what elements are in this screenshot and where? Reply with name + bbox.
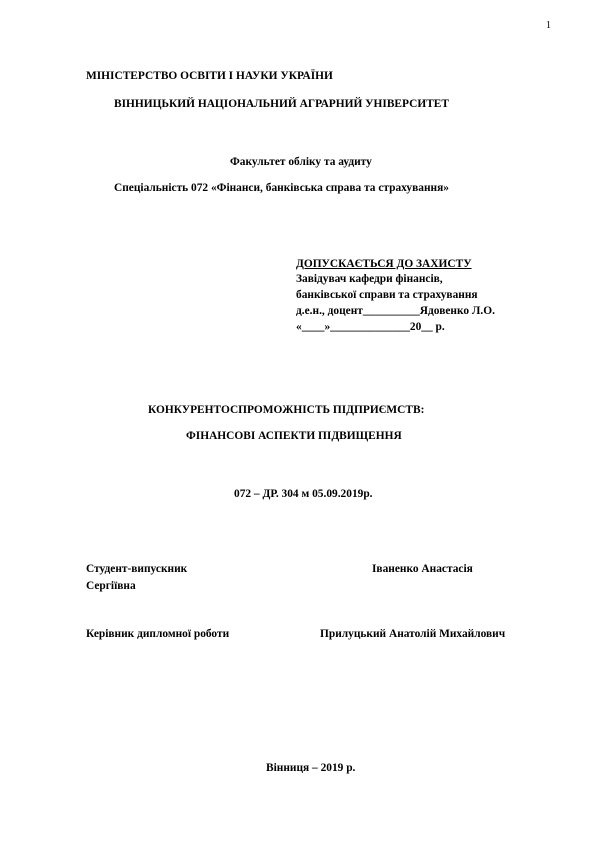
approval-heading: ДОПУСКАЄТЬСЯ ДО ЗАХИСТУ [296,258,472,270]
supervisor-name: Прилуцький Анатолій Михайлович [320,628,506,640]
thesis-title-line-2: ФІНАНСОВІ АСПЕКТИ ПІДВИЩЕННЯ [186,430,402,442]
student-name: Іваненко Анастасія [372,563,473,575]
ministry-line: МІНІСТЕРСТВО ОСВІТИ І НАУКИ УКРАЇНИ [86,70,333,82]
student-name-continued: Сергіївна [86,580,136,592]
approval-signature-line: д.е.н., доцент__________Ядовенко Л.О. [296,305,495,317]
approval-department: банківської справи та страхування [296,289,478,301]
approval-head-of-department: Завідувач кафедри фінансів, [296,273,443,285]
thesis-title-line-1: КОНКУРЕНТОСПРОМОЖНІСТЬ ПІДПРИЄМСТВ: [148,404,425,416]
approval-date-line: «____»______________20__ р. [296,321,445,333]
page-number: 1 [546,20,551,31]
registration-code: 072 – ДР. 304 м 05.09.2019р. [234,488,373,500]
supervisor-label: Керівник дипломної роботи [86,628,230,640]
faculty-line: Факультет обліку та аудиту [230,156,372,168]
city-year-footer: Вінниця – 2019 р. [266,762,356,774]
specialty-line: Спеціальність 072 «Фінанси, банківська справа та страхування» [114,182,449,194]
university-line: ВІННИЦЬКИЙ НАЦІОНАЛЬНИЙ АГРАРНИЙ УНІВЕРСИТЕТ [114,98,450,110]
student-label: Студент-випускник [86,563,188,575]
